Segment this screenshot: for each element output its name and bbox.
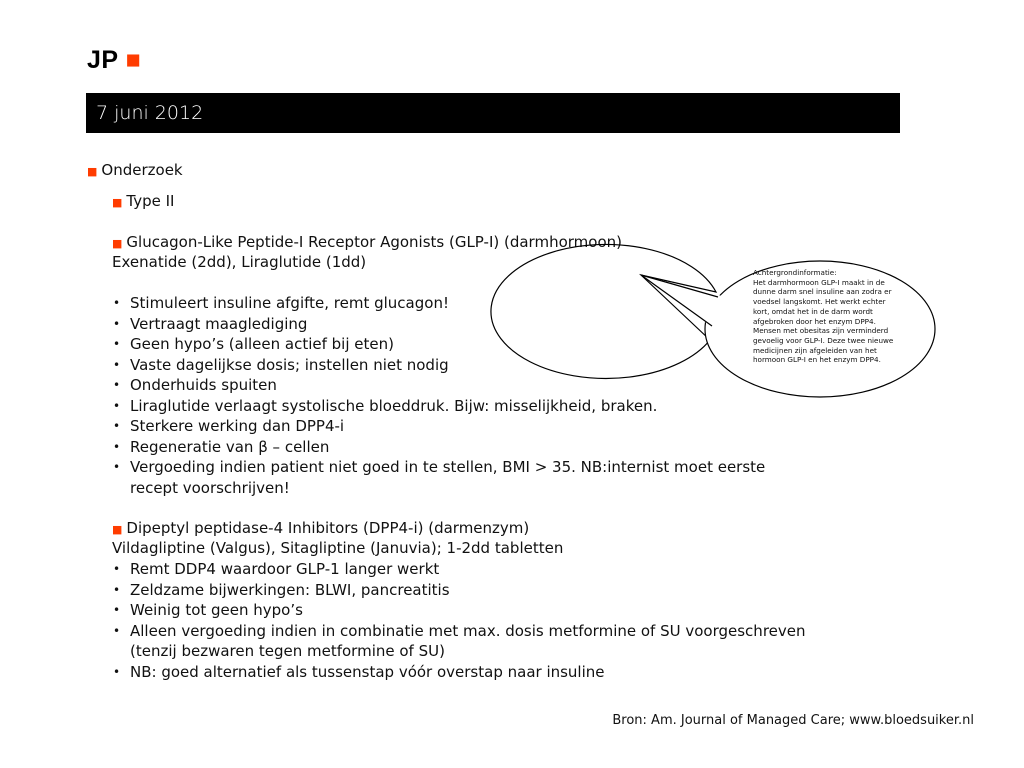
callout-line: gevoelig voor GLP-I. Deze twee nieuwe bbox=[753, 335, 894, 345]
bullet-dot-icon: • bbox=[113, 357, 121, 372]
bullet-dot-icon: • bbox=[113, 664, 121, 679]
bullet-dot-icon: • bbox=[113, 562, 121, 576]
bullet-text: Zeldzame bijwerkingen: BLWI, pancreatitis bbox=[130, 580, 450, 599]
bullet-dot-icon: • bbox=[113, 460, 121, 474]
bullet-text: NB: goed alternatief als tussenstap vóór overstap naar insuline bbox=[130, 662, 605, 681]
callout-line: voedsel langskomt. Het werkt echter bbox=[753, 297, 886, 307]
bullet-dot-icon: • bbox=[113, 378, 121, 392]
bullet-text: Liraglutide verlaagt systolische bloeddruk. Bijw: misselijkheid, braken. bbox=[130, 396, 658, 415]
bullet-text: Vaste dagelijkse dosis; instellen niet nodig bbox=[130, 355, 449, 374]
bullet-text: Vertraagt maaglediging bbox=[130, 314, 308, 333]
bullet-text: Weinig tot geen hypo’s bbox=[130, 601, 303, 619]
callout-line: Het darmhormoon GLP-I maakt in de bbox=[753, 277, 885, 287]
callout-text bbox=[753, 268, 931, 365]
dpp-subheading: Vildagliptine (Valgus), Sitagliptine (Januvia); 1-2dd tabletten bbox=[112, 539, 564, 557]
bullet-dot-icon: • bbox=[113, 623, 121, 638]
source-citation: Bron: Am. Journal of Managed Care; www.bloedsuiker.nl bbox=[612, 713, 974, 728]
bullet-square-icon: ■ bbox=[112, 196, 123, 209]
bullet-text: Vergoeding indien patient niet goed in te stellen, BMI > 35. NB:internist moet eerste bbox=[130, 458, 766, 476]
callout-line: afgebroken door het enzym DPP4. bbox=[753, 316, 876, 326]
callout-line: Achtergrondinformatie: bbox=[753, 268, 837, 277]
date-text: 7 juni 2012 bbox=[96, 102, 204, 124]
glp-subheading: Exenatide (2dd), Liraglutide (1dd) bbox=[112, 253, 367, 271]
bullet-dot-icon: • bbox=[113, 419, 121, 433]
bullet-text: Stimuleert insuline afgifte, remt glucagon! bbox=[130, 294, 449, 312]
callout-line: kort, omdat het in de darm wordt bbox=[753, 306, 873, 316]
bullet-text: Sterkere werking dan DPP4-i bbox=[130, 417, 345, 435]
bullet-square-icon: ■ bbox=[112, 523, 123, 536]
bullet-dot-icon: • bbox=[113, 296, 121, 310]
callout-line: medicijnen zijn afgeleiden van het bbox=[753, 345, 877, 355]
callout-line: hormoon GLP-I en het enzym DPP4. bbox=[753, 355, 881, 365]
bullet-text: Onderhuids spuiten bbox=[130, 376, 277, 394]
bullet-dot-icon: • bbox=[113, 582, 121, 597]
bullet-continuation: recept voorschrijven! bbox=[130, 478, 290, 497]
glp-heading-text: Glucagon-Like Peptide-I Receptor Agonists (GLP-I) (darmhormoon) bbox=[126, 233, 622, 251]
title-text: JP bbox=[87, 46, 119, 74]
bullet-dot-icon: • bbox=[113, 316, 121, 331]
subsection-label: Type II bbox=[126, 192, 175, 210]
section-label: Onderzoek bbox=[101, 161, 183, 179]
callout-line: dunne darm snel insuline aan zodra er bbox=[753, 287, 892, 297]
bullet-text: Remt DDP4 waardoor GLP-1 langer werkt bbox=[130, 560, 440, 578]
bullet-text: Regeneratie van β – cellen bbox=[130, 437, 330, 456]
speech-bubble-shape bbox=[491, 244, 716, 378]
bullet-text: Geen hypo’s (alleen actief bij eten) bbox=[130, 335, 394, 353]
bullet-dot-icon: • bbox=[113, 603, 121, 617]
accent-square-icon: ■ bbox=[125, 46, 142, 74]
bullet-square-icon: ■ bbox=[112, 237, 123, 250]
bullet-text: Alleen vergoeding indien in combinatie met max. dosis metformine of SU voorgeschreven bbox=[130, 621, 806, 640]
bullet-square-icon: ■ bbox=[87, 165, 98, 178]
bullet-dot-icon: • bbox=[113, 398, 121, 413]
bullet-dot-icon: • bbox=[113, 337, 121, 351]
bullet-dot-icon: • bbox=[113, 439, 121, 454]
callout-line: Mensen met obesitas zijn verminderd bbox=[753, 326, 889, 336]
dpp-heading-text: Dipeptyl peptidase-4 Inhibitors (DPP4-i) (darmenzym) bbox=[126, 519, 530, 537]
bullet-continuation: (tenzij bezwaren tegen metformine of SU) bbox=[130, 642, 445, 660]
